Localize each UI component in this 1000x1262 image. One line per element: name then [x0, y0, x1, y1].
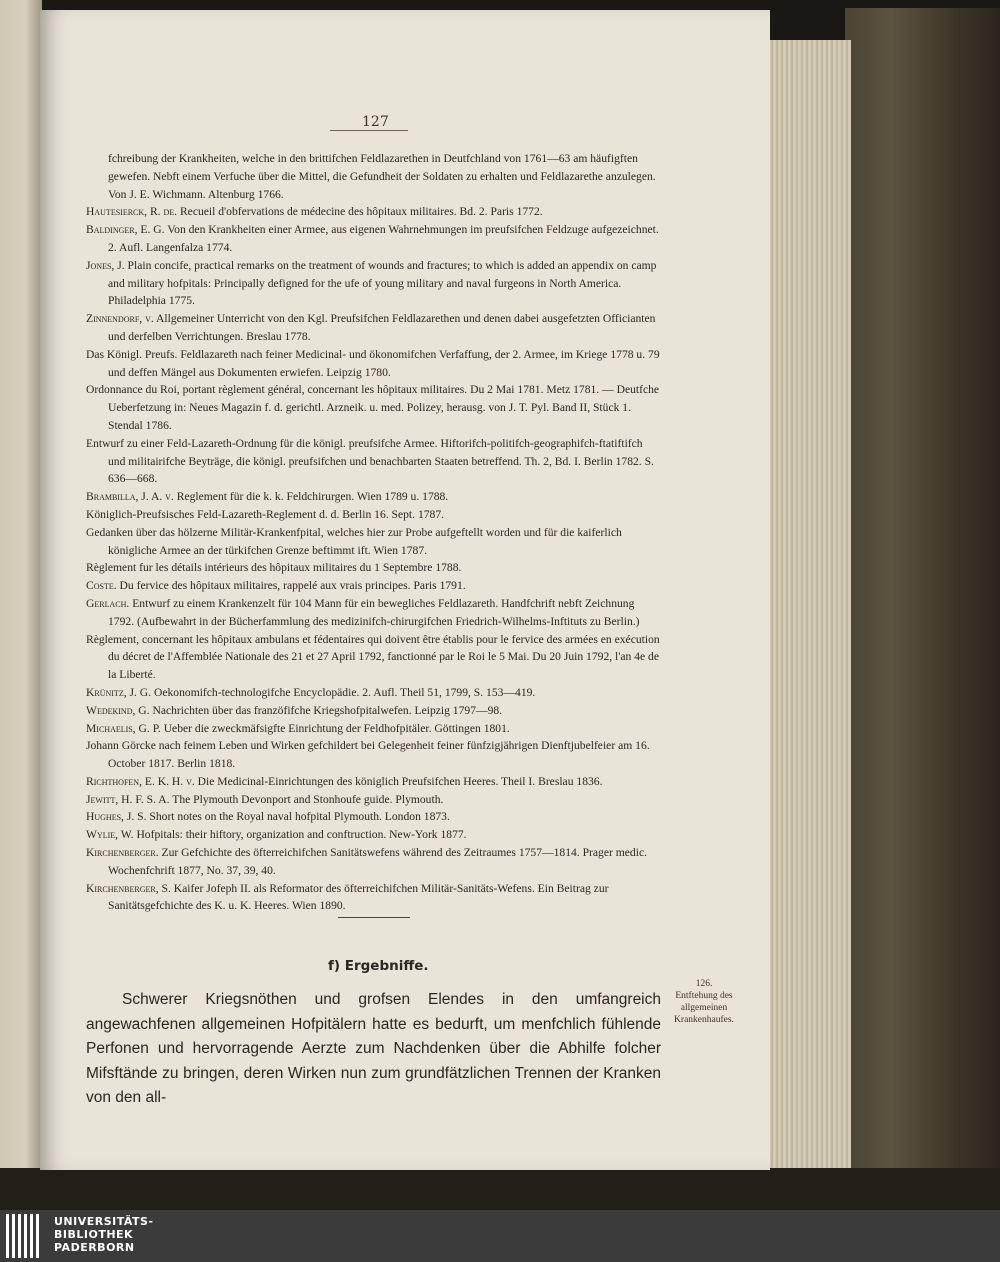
- bibliography-text: Entwurf zu einem Krankenzelt für 104 Mann für ein bewegliches Feldlazareth. Handfchrift nebft Zeichnung 1792. (Aufbewahrt in der Bücherfammlung des medizinifch-chirurgifchen Friedrich-Wilhelms-Inftituts zu Berlin.): [108, 596, 640, 628]
- page-number-rule: [330, 130, 408, 131]
- bibliography-author: Wylie, W.: [86, 828, 134, 842]
- library-name-line1: UNIVERSITÄTS-: [54, 1215, 154, 1228]
- bibliography-text: Gedanken über das hölzerne Militär-Krankenfpital, welches hier zur Probe aufgeftellt worden und für die kaiferlich königliche Armee an der türkifchen Grenze beftimmt ift. Wien 1787.: [86, 525, 622, 557]
- bibliography-text: Hofpitals: their hiftory, organization and conftruction. New-York 1877.: [136, 828, 467, 842]
- bibliography-entry: [86, 631, 661, 684]
- bibliography-entry: [86, 880, 661, 916]
- section-heading: f) Ergebniffe.: [328, 958, 429, 974]
- bibliography-text: Kaifer Jofeph II. als Reformator des öfterreichifchen Militär-Sanitäts-Wefens. Ein Beitrag zur Sanitätsgefchichte des K. u. K. Heeres. Wien 1890.: [108, 881, 609, 913]
- body-paragraph: Schwerer Kriegsnöthen und grofsen Elendes in den umfangreich angewachfenen allgemeinen Hofpitälern hatte es bedurft, um menfchlich fühlende Perfonen und hervorragende Aerzte zum Nachdenken über die Abhilfe folcher Mifsftände zu bringen, deren Wirken nun zum grundfätzlichen Trennen der Kranken von den all-: [86, 991, 661, 1106]
- bibliography-entry: [86, 488, 661, 506]
- bibliography-author: Jones, J.: [86, 258, 125, 272]
- library-logo-icon: [6, 1214, 50, 1258]
- bibliography-text: Oekonomifch-technologifche Encyclopädie. 2. Aufl. Theil 51, 1799, S. 153—419.: [153, 685, 536, 699]
- bibliography-author: Baldinger, E. G.: [86, 223, 165, 237]
- margin-note-number: 126.: [695, 979, 713, 989]
- bibliography-entry: [86, 737, 661, 773]
- bibliography-text: Die Medicinal-Einrichtungen des königlich Preufsifchen Heeres. Theil I. Breslau 1836.: [197, 774, 603, 788]
- bibliography-author: Richthofen, E. K. H. v.: [86, 774, 195, 788]
- bibliography-entry: [86, 524, 661, 560]
- bibliography-text: Allgemeiner Unterricht von den Kgl. Preufsifchen Feldlazarethen und denen dabei ausgefetzten Officianten und derfelben Verrichtungen. Breslau 1778.: [108, 312, 656, 343]
- bibliography-text: Ueber die zweckmäfsigfte Einrichtung der Feldhofpitäler. Göttingen 1801.: [163, 721, 510, 735]
- bibliography-author: Coste.: [86, 579, 117, 593]
- bibliography-text: Zur Gefchichte des öfterreichifchen Sanitätswefens während des Zeitraumes 1757—1814. Prager medic. Wochenfchrift 1877, No. 37, 39, 40.: [108, 846, 647, 877]
- bibliography-text: Das Königl. Preufs. Feldlazareth nach feiner Medicinal- und ökonomifchen Verfaffung, der 2. Armee, im Kriege 1778 u. 79 und deffen Mängel aus Dokumenten erwiefen. Leipzig 1780.: [86, 347, 660, 379]
- bibliography-entry: [86, 346, 661, 382]
- bibliography-text: Du fervice des hôpitaux militaires, rappelé aux vrais principes. Paris 1791.: [119, 579, 466, 593]
- bibliography-text: Règlement fur les détails intérieurs des hôpitaux militaires du 1 Septembre 1788.: [86, 561, 462, 575]
- bibliography-text: Recueil d'obfervations de médecine des hôpitaux militaires. Bd. 2. Paris 1772.: [179, 205, 543, 219]
- bibliography-entry: [86, 381, 661, 434]
- bibliography-entry: [86, 559, 661, 577]
- bibliography-entry: [86, 844, 661, 880]
- bibliography-entry: [86, 435, 661, 488]
- bibliography-author: Gerlach.: [86, 596, 130, 610]
- bibliography-entry: [86, 506, 661, 524]
- bibliography-author: Kirchenberger.: [86, 846, 159, 860]
- page-number: 127: [362, 114, 389, 130]
- bibliography-text: Ordonnance du Roi, portant règlement général, concernant les hôpitaux militaires. Du 2 Mai 1781. Metz 1781. — Deutfche Ueberfetzung in: Neues Magazin f. d. gerichtl. Arzneik. u. med. Polizey, herausg. von J. T. Pyl. Band II, Stück 1. Stendal 1786.: [86, 383, 660, 432]
- book-bottom-edge: [0, 1168, 1000, 1210]
- library-name-line2: BIBLIOTHEK: [54, 1228, 134, 1241]
- bibliography-author: Michaelis, G. P.: [86, 721, 161, 735]
- bibliography-text: fchreibung der Krankheiten, welche in den brittifchen Feldlazarethen in Deutfchland von 1761—63 am häufigften gewefen. Nebft einem Verfuche über die Mittel, die Gefundheit der Soldaten zu erhalten und Feldlazarethe anzulegen. Von J. E. Wichmann. Altenburg 1766.: [108, 152, 656, 201]
- bibliography-entry: [86, 310, 661, 346]
- bibliography-text: Johann Görcke nach feinem Leben und Wirken gefchildert bei Gelegenheit feiner fünfzigjährigen Dienftjubelfeier am 16. October 1817. Berlin 1818.: [86, 739, 650, 771]
- bibliography-author: Wedekind, G.: [86, 703, 150, 717]
- bibliography-entry: [86, 773, 661, 791]
- library-name-line3: PADERBORN: [54, 1241, 135, 1254]
- bibliography-entry: [86, 826, 661, 844]
- bibliography-text: The Plymouth Devonport and Stonhoufe guide. Plymouth.: [172, 792, 444, 806]
- bibliography-text: Règlement, concernant les hôpitaux ambulans et fédentaires qui doivent être établis pour le fervice des armées en exécution du décret de l'Affemblée Nationale des 21 et 27 April 1792, fanctionné par le Roi le 5 Mai. Du 20 Juin 1792, l'an 4e de la Liberté.: [86, 632, 660, 682]
- bibliography-text: Königlich-Preufsisches Feld-Lazareth-Reglement d. d. Berlin 16. Sept. 1787.: [86, 507, 445, 521]
- bibliography-entry: [86, 203, 661, 221]
- bibliography-entry: [86, 720, 661, 738]
- bibliography-text: Short notes on the Royal naval hofpital Plymouth. London 1873.: [149, 810, 450, 824]
- bibliography-entry: [86, 791, 661, 809]
- bibliography-text: Entwurf zu einer Feld-Lazareth-Ordnung für die königl. preufsifche Armee. Hiftorifch-politifch-geographifch-ftatiftifch und militairifche Beyträge, die königl. preufsifchen und benachbarten Staaten betreffend. Th. 2, Bd. I. Berlin 1782. S. 636—668.: [86, 436, 654, 486]
- bibliography-author: Hughes, J. S.: [86, 810, 147, 824]
- page-block-edges: [758, 40, 851, 1170]
- bibliography-entry: [86, 150, 661, 203]
- bibliography-entry: [86, 221, 661, 257]
- bibliography-text: Plain concife, practical remarks on the treatment of wounds and fractures; to which is added an appendix on camp and military hofpitals: Principally defigned for the ufe of young military and naval furgeons in North America. Philadelphia 1775.: [108, 258, 657, 308]
- library-name: [54, 1215, 154, 1254]
- bibliography-author: Zinnendorf, v.: [86, 312, 154, 326]
- bibliography-entry: [86, 808, 661, 826]
- bibliography-author: Krünitz, J. G.: [86, 685, 152, 699]
- bibliography-author: Kirchenberger, S.: [86, 881, 171, 895]
- bibliography-author: Brambilla, J. A. v.: [86, 490, 174, 504]
- bibliography-author: Jewitt, H. F. S. A.: [86, 792, 170, 806]
- section-divider: [338, 917, 410, 918]
- book-cover-edge: [845, 8, 1000, 1210]
- bibliography-author: Hautesierck, R. de.: [86, 205, 178, 219]
- bibliography-entry: [86, 684, 661, 702]
- library-footer: [0, 1210, 1000, 1262]
- left-page-sliver: [0, 0, 42, 1168]
- bibliography-entry: [86, 577, 661, 595]
- bibliography-text: Nachrichten über das franzöfifche Kriegshofpitalwefen. Leipzig 1797—98.: [152, 703, 503, 717]
- bibliography-entry: [86, 702, 661, 720]
- margin-note-text: Entftehung des allgemeinen Krankenhaufes.: [674, 991, 734, 1025]
- bibliography-list: [86, 150, 661, 915]
- bibliography-text: Reglement für die k. k. Feldchirurgen. Wien 1789 u. 1788.: [176, 490, 449, 504]
- bibliography-text: Von den Krankheiten einer Armee, aus eigenen Wahrnehmungen im preufsifchen Feldzuge aufgezeichnet. 2. Aufl. Langenfalza 1774.: [108, 223, 659, 254]
- margin-note: [668, 978, 740, 1026]
- bibliography-entry: [86, 257, 661, 310]
- bibliography-entry: [86, 595, 661, 631]
